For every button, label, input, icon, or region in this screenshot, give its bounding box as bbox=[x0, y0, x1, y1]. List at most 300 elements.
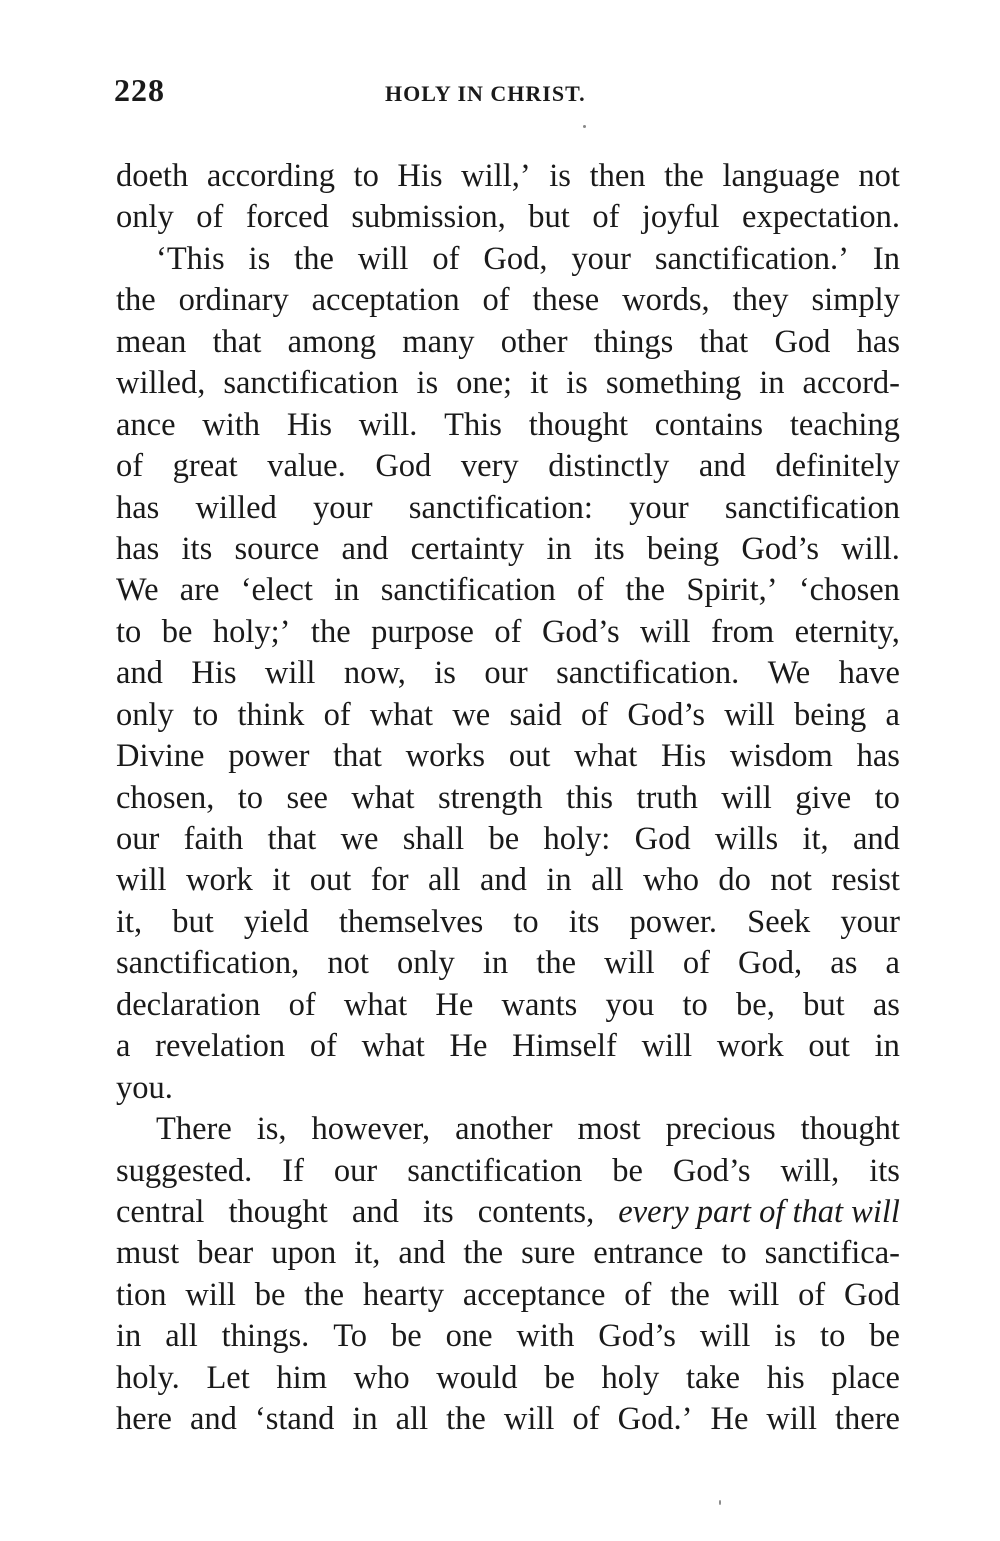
text-line bbox=[116, 322, 900, 363]
word: its bbox=[422, 1193, 454, 1230]
word: of bbox=[592, 199, 620, 236]
text-line bbox=[116, 736, 900, 777]
word: sanctification bbox=[724, 489, 900, 526]
word: all bbox=[428, 862, 461, 899]
word: a bbox=[885, 696, 900, 733]
word: Let bbox=[206, 1359, 250, 1396]
word: has bbox=[856, 738, 900, 775]
word: would bbox=[436, 1359, 518, 1396]
word: His bbox=[661, 738, 707, 775]
word: you bbox=[605, 986, 655, 1023]
word: to bbox=[721, 1235, 747, 1272]
word: they bbox=[732, 282, 789, 319]
word: but bbox=[528, 199, 570, 236]
word: and bbox=[351, 1193, 399, 1230]
word: has bbox=[116, 489, 160, 526]
word: truth bbox=[636, 779, 698, 816]
word: God, bbox=[738, 945, 803, 982]
word: will bbox=[766, 1401, 817, 1438]
word: its bbox=[869, 1152, 900, 1189]
word: give bbox=[795, 779, 852, 816]
word: and bbox=[398, 1235, 446, 1272]
word: we bbox=[452, 696, 491, 733]
word: to bbox=[116, 613, 142, 650]
word: that bbox=[333, 738, 382, 775]
word: He bbox=[710, 1401, 749, 1438]
word: value. bbox=[267, 448, 346, 485]
word: and bbox=[698, 448, 746, 485]
word: our bbox=[116, 821, 160, 857]
text-line bbox=[116, 985, 900, 1026]
word: is bbox=[566, 365, 588, 402]
word: all bbox=[395, 1401, 429, 1438]
word: God bbox=[774, 323, 831, 360]
word: shall bbox=[402, 821, 465, 857]
word: being bbox=[646, 530, 720, 567]
word: language bbox=[722, 158, 840, 194]
word: to bbox=[237, 779, 264, 816]
word: of bbox=[572, 1401, 600, 1438]
word: and bbox=[852, 821, 900, 857]
word: as bbox=[830, 945, 858, 982]
word: him bbox=[276, 1359, 327, 1396]
word: is bbox=[434, 655, 456, 692]
word: eternity, bbox=[794, 613, 900, 650]
text-line bbox=[116, 1399, 900, 1440]
word: here bbox=[116, 1401, 172, 1438]
word: certainty bbox=[410, 530, 525, 567]
word: thought bbox=[228, 1193, 328, 1230]
text-line bbox=[116, 363, 900, 404]
word: His bbox=[397, 158, 443, 194]
word: bear bbox=[197, 1235, 254, 1272]
word: We bbox=[116, 572, 159, 609]
word: see bbox=[286, 779, 328, 816]
text-line bbox=[116, 902, 900, 943]
word: its bbox=[594, 530, 625, 567]
word: declaration bbox=[116, 986, 261, 1023]
word: works bbox=[405, 738, 486, 775]
word: place bbox=[831, 1359, 900, 1396]
word: have bbox=[838, 655, 900, 692]
word: revelation bbox=[155, 1028, 286, 1065]
page-number: 228 bbox=[114, 72, 165, 108]
word: holy: bbox=[543, 821, 611, 857]
word: one; bbox=[456, 365, 513, 402]
word: source bbox=[234, 530, 320, 567]
word: according bbox=[206, 158, 335, 194]
word: precious bbox=[665, 1111, 776, 1148]
word: His bbox=[286, 406, 332, 443]
word: Seek bbox=[747, 903, 811, 940]
word: what bbox=[369, 696, 434, 733]
word: out bbox=[309, 862, 352, 899]
print-speck bbox=[719, 1500, 721, 1505]
word: the bbox=[446, 1401, 486, 1438]
word: the bbox=[625, 572, 666, 609]
word: and bbox=[189, 1401, 237, 1438]
word: to bbox=[193, 696, 219, 733]
word: but bbox=[803, 986, 845, 1023]
word: ‘This bbox=[156, 240, 225, 277]
word: things. bbox=[221, 1318, 310, 1355]
word: will bbox=[604, 945, 655, 982]
word: faith bbox=[183, 821, 244, 857]
word: work bbox=[186, 862, 253, 899]
word: work bbox=[716, 1028, 784, 1065]
word: the bbox=[304, 1276, 345, 1313]
word: it, bbox=[354, 1235, 381, 1272]
word: thought bbox=[800, 1111, 900, 1148]
word: central bbox=[116, 1193, 205, 1230]
word: is, bbox=[256, 1111, 287, 1148]
word: the bbox=[116, 282, 156, 319]
word: sanctifica- bbox=[764, 1235, 900, 1272]
word: God’s bbox=[541, 613, 620, 650]
word: all bbox=[591, 862, 624, 899]
word: of bbox=[624, 1276, 652, 1313]
word: God’s bbox=[627, 696, 706, 733]
word: to bbox=[353, 158, 379, 194]
word: something bbox=[605, 365, 742, 402]
word: a bbox=[116, 1028, 131, 1065]
word: are bbox=[179, 572, 220, 609]
word: themselves bbox=[338, 903, 484, 940]
word: In bbox=[872, 240, 900, 277]
text-line bbox=[116, 653, 900, 694]
word: teaching bbox=[789, 406, 900, 443]
word: with bbox=[516, 1318, 575, 1355]
text-line bbox=[116, 405, 900, 446]
word: We bbox=[767, 655, 811, 692]
word: will. bbox=[358, 406, 418, 443]
word: He bbox=[449, 1028, 488, 1065]
word: out bbox=[808, 1028, 850, 1065]
word: great bbox=[172, 448, 238, 485]
word: be, bbox=[736, 986, 775, 1023]
word: expectation. bbox=[742, 199, 900, 236]
word: as bbox=[872, 986, 900, 1023]
word: of bbox=[577, 572, 605, 609]
word: out bbox=[508, 738, 551, 775]
word: will, bbox=[780, 1152, 840, 1189]
word: sanctification.’ bbox=[654, 240, 849, 277]
word: will bbox=[728, 1276, 780, 1313]
word: power bbox=[228, 738, 310, 775]
word: then bbox=[589, 158, 646, 194]
word: ‘elect bbox=[240, 572, 313, 609]
word: and bbox=[341, 530, 389, 567]
word: the bbox=[664, 158, 704, 194]
text-line bbox=[116, 819, 900, 860]
text-line bbox=[116, 943, 900, 984]
word: chosen, bbox=[116, 779, 215, 816]
word: in bbox=[482, 945, 509, 982]
word: be bbox=[391, 1318, 422, 1355]
word: wills bbox=[714, 821, 779, 857]
word: ordinary bbox=[178, 282, 289, 319]
word: what bbox=[574, 738, 638, 775]
word: holy. bbox=[116, 1359, 180, 1396]
word: not bbox=[327, 945, 369, 982]
word: God’s bbox=[672, 1152, 751, 1189]
word: ‘chosen bbox=[798, 572, 900, 609]
word: be bbox=[869, 1318, 900, 1355]
word: will. bbox=[841, 530, 900, 567]
word: in bbox=[352, 1401, 378, 1438]
text-line bbox=[116, 612, 900, 653]
text-line bbox=[116, 1151, 900, 1192]
word: of bbox=[432, 240, 460, 277]
text-line bbox=[116, 1026, 900, 1067]
word: contains bbox=[654, 406, 764, 443]
word: of bbox=[323, 696, 351, 733]
word: to bbox=[513, 903, 539, 940]
word: words, bbox=[622, 282, 710, 319]
word: only bbox=[396, 945, 455, 982]
word: what bbox=[343, 986, 408, 1023]
word: acceptance bbox=[462, 1276, 606, 1313]
text-line bbox=[116, 529, 900, 570]
word: hearty bbox=[362, 1276, 445, 1313]
word: of bbox=[196, 199, 224, 236]
word: many bbox=[402, 323, 475, 360]
word: your bbox=[313, 489, 373, 526]
word: mean bbox=[116, 323, 187, 360]
word: your bbox=[840, 903, 900, 940]
word: willed, bbox=[116, 365, 206, 402]
word: with bbox=[202, 406, 261, 443]
word: will bbox=[699, 1318, 751, 1355]
word: sanctification: bbox=[408, 489, 593, 526]
word: strength bbox=[437, 779, 543, 816]
word: will bbox=[640, 613, 691, 650]
word: it bbox=[272, 862, 291, 899]
word: of bbox=[798, 1276, 826, 1313]
word: very bbox=[460, 448, 519, 485]
word: wants bbox=[501, 986, 578, 1023]
word: but bbox=[172, 903, 214, 940]
word: in bbox=[546, 862, 572, 899]
word: There bbox=[156, 1111, 232, 1148]
word: that bbox=[267, 821, 317, 857]
word: other bbox=[500, 323, 568, 360]
text-line bbox=[116, 1233, 900, 1274]
word: this bbox=[566, 779, 614, 816]
word: be bbox=[488, 821, 520, 857]
word: of bbox=[482, 282, 510, 319]
word: sanctification bbox=[223, 365, 399, 402]
word: ‘stand bbox=[254, 1401, 335, 1438]
word: another bbox=[455, 1111, 553, 1148]
text-line bbox=[116, 1068, 900, 1109]
text-line bbox=[116, 280, 900, 321]
word: in bbox=[116, 1318, 142, 1355]
text-line bbox=[116, 570, 900, 611]
word: willed bbox=[195, 489, 277, 526]
word: the bbox=[536, 945, 577, 982]
word: and bbox=[479, 862, 527, 899]
word: be bbox=[254, 1276, 286, 1313]
word: forced bbox=[245, 199, 329, 236]
word: sanctification bbox=[407, 1152, 583, 1189]
word: our bbox=[333, 1152, 378, 1189]
word: the bbox=[463, 1235, 504, 1272]
word: in bbox=[874, 1028, 900, 1065]
word: most bbox=[577, 1111, 641, 1148]
text-line bbox=[116, 446, 900, 487]
word: we bbox=[340, 821, 379, 857]
text-line bbox=[116, 156, 900, 197]
word: from bbox=[711, 613, 775, 650]
word: your bbox=[629, 489, 689, 526]
text-line bbox=[116, 239, 900, 280]
word: upon bbox=[271, 1235, 337, 1272]
word: these bbox=[532, 282, 600, 319]
word: there bbox=[835, 1401, 900, 1438]
word: He bbox=[435, 986, 474, 1023]
word: do bbox=[718, 862, 751, 899]
word: sanctification bbox=[380, 572, 556, 609]
word: God bbox=[843, 1276, 900, 1313]
word: all bbox=[165, 1318, 198, 1355]
word: to bbox=[682, 986, 708, 1023]
word: what bbox=[351, 779, 415, 816]
word: for bbox=[370, 862, 409, 899]
word: is bbox=[248, 240, 271, 277]
word: the bbox=[310, 613, 351, 650]
word: its bbox=[568, 903, 600, 940]
word: suggested. bbox=[116, 1152, 253, 1189]
word: God’s bbox=[741, 530, 819, 567]
word: be bbox=[544, 1359, 575, 1396]
text-line bbox=[116, 1109, 900, 1150]
word: His bbox=[191, 655, 237, 692]
word: things bbox=[593, 323, 674, 360]
word: doeth bbox=[116, 158, 189, 194]
word: yield bbox=[243, 903, 309, 940]
word: being bbox=[794, 696, 867, 733]
text-line bbox=[116, 860, 900, 901]
word: of bbox=[682, 945, 710, 982]
word: of bbox=[494, 613, 522, 650]
word: will bbox=[357, 240, 409, 277]
word: power. bbox=[629, 903, 718, 940]
word: will bbox=[116, 862, 167, 899]
word: distinctly bbox=[548, 448, 670, 485]
text-line bbox=[116, 1316, 900, 1357]
word: to bbox=[820, 1318, 846, 1355]
word: in bbox=[334, 572, 360, 609]
word: in bbox=[546, 530, 572, 567]
word: of bbox=[288, 986, 316, 1023]
word: God, bbox=[483, 240, 548, 277]
text-line bbox=[116, 1192, 900, 1233]
word: will bbox=[641, 1028, 693, 1065]
word: must bbox=[116, 1235, 180, 1272]
word: to bbox=[874, 779, 900, 816]
word: sure bbox=[521, 1235, 576, 1272]
text-line bbox=[116, 1275, 900, 1316]
word: entrance bbox=[593, 1235, 704, 1272]
word: has bbox=[116, 530, 160, 567]
word: said bbox=[509, 696, 562, 733]
word: contents, bbox=[477, 1193, 595, 1230]
word: his bbox=[766, 1359, 805, 1396]
text-line bbox=[116, 778, 900, 819]
word: accord- bbox=[802, 365, 900, 402]
text-line bbox=[116, 1358, 900, 1399]
word: holy;’ bbox=[212, 613, 291, 650]
word: in bbox=[759, 365, 785, 402]
text-line bbox=[116, 695, 900, 736]
word: Himself bbox=[512, 1028, 617, 1065]
word: is bbox=[549, 158, 571, 194]
text-line bbox=[116, 197, 900, 238]
word: Spirit,’ bbox=[686, 572, 778, 609]
word: that bbox=[699, 323, 749, 360]
word: is bbox=[774, 1318, 797, 1355]
word: will bbox=[721, 779, 772, 816]
word: Divine bbox=[116, 738, 205, 775]
word: and bbox=[116, 655, 163, 692]
word: definitely bbox=[775, 448, 900, 485]
word: will bbox=[264, 655, 316, 692]
word: think bbox=[237, 696, 305, 733]
word: submission, bbox=[351, 199, 506, 236]
word: God’s bbox=[598, 1318, 676, 1355]
word: If bbox=[282, 1152, 304, 1189]
word: holy bbox=[601, 1359, 660, 1396]
word: you. bbox=[116, 1069, 173, 1106]
word: it bbox=[530, 365, 549, 402]
word: who bbox=[642, 862, 699, 899]
text-line bbox=[116, 488, 900, 529]
word: it, bbox=[802, 821, 829, 857]
word: it, bbox=[116, 903, 143, 940]
word: not bbox=[770, 862, 812, 899]
word: God.’ bbox=[617, 1401, 693, 1438]
word: be bbox=[161, 613, 193, 650]
word: sanctification, bbox=[116, 945, 300, 982]
running-head: HOLY IN CHRIST. bbox=[385, 81, 586, 106]
word: however, bbox=[311, 1111, 431, 1148]
word: now, bbox=[343, 655, 406, 692]
word: joyful bbox=[641, 199, 720, 236]
word: will bbox=[503, 1401, 555, 1438]
word: of bbox=[116, 448, 144, 485]
word: has bbox=[856, 323, 900, 360]
word: the bbox=[670, 1276, 710, 1313]
print-speck bbox=[583, 125, 586, 128]
word: tion bbox=[116, 1276, 167, 1313]
word: a bbox=[885, 945, 900, 982]
word: be bbox=[612, 1152, 643, 1189]
word: of bbox=[581, 696, 609, 733]
word: wisdom bbox=[729, 738, 833, 775]
word: God bbox=[375, 448, 432, 485]
italic-phrase: every part of that will bbox=[618, 1193, 900, 1230]
word: who bbox=[353, 1359, 410, 1396]
word: its bbox=[181, 530, 213, 567]
word: will,’ bbox=[461, 158, 531, 194]
word: what bbox=[361, 1028, 425, 1065]
word: will bbox=[185, 1276, 236, 1313]
word: the bbox=[294, 240, 334, 277]
word: only bbox=[116, 199, 174, 236]
word: To bbox=[333, 1318, 368, 1355]
word: take bbox=[685, 1359, 741, 1396]
